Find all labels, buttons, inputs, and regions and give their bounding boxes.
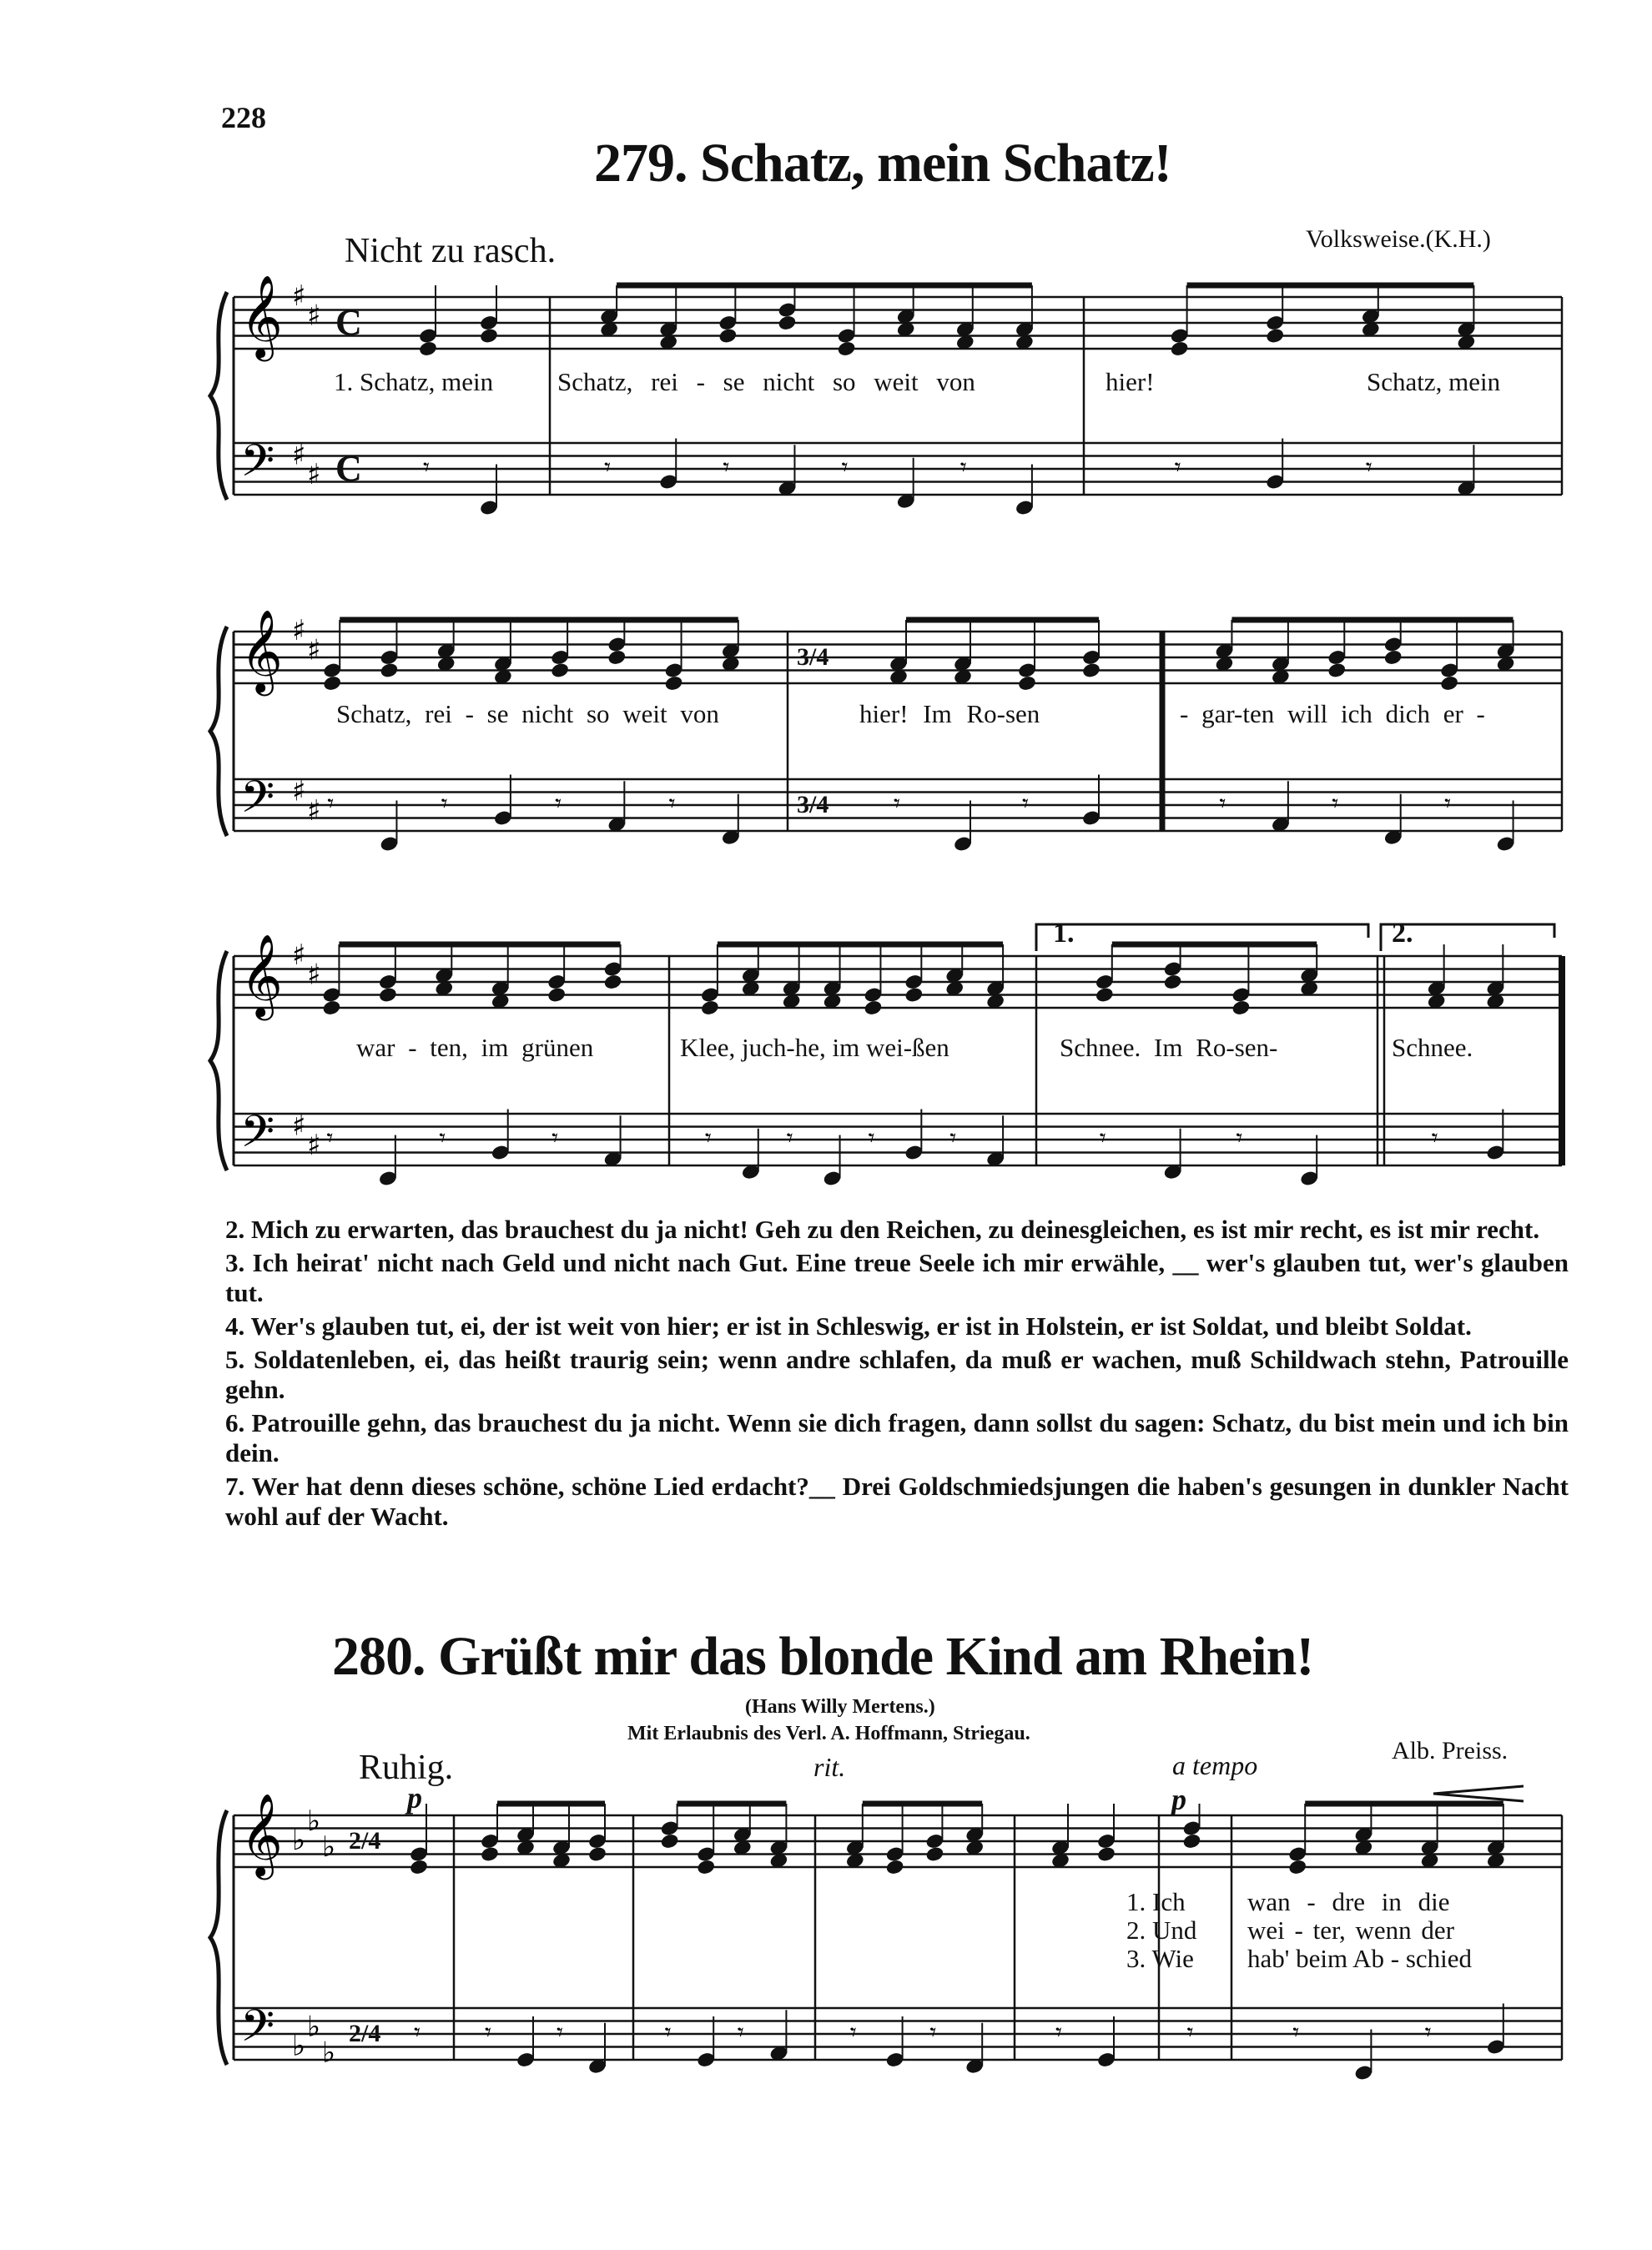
time-signature-common: C bbox=[335, 448, 362, 489]
rest-icon: 𝄾 bbox=[1055, 2017, 1062, 2047]
note-head bbox=[1170, 340, 1190, 358]
lyric: Klee, juch-he, im wei-ßen bbox=[680, 1033, 949, 1062]
brace bbox=[210, 292, 227, 500]
song-title-280: 280. Grüßt mir das blonde Kind am Rhein! bbox=[332, 1626, 1314, 1687]
lyric: hier! Im Ro-sen bbox=[859, 699, 1040, 728]
rest-icon: 𝄾 bbox=[485, 2017, 491, 2047]
lyric-verse-2: 2. Und bbox=[1126, 1915, 1197, 1945]
note-head bbox=[607, 649, 627, 667]
sharp-icon: ♯ bbox=[292, 438, 306, 472]
rest-icon: 𝄾 bbox=[1174, 452, 1181, 482]
rest-icon: 𝄾 bbox=[841, 452, 849, 482]
rest-icon: 𝄾 bbox=[414, 2017, 421, 2047]
sharp-icon: ♯ bbox=[292, 614, 306, 647]
bass-clef-icon: 𝄢 bbox=[240, 1106, 275, 1169]
rest-icon: 𝄾 bbox=[1332, 788, 1339, 818]
brace bbox=[210, 627, 227, 836]
note-head bbox=[863, 999, 883, 1017]
rest-icon: 𝄾 bbox=[668, 788, 676, 818]
flat-icon: ♭ bbox=[307, 1804, 321, 1838]
sharp-icon: ♯ bbox=[307, 633, 321, 667]
verse-4: 4. Wer's glauben tut, ei, der ist weit von hier; er ist in Schleswig, er ist in Holstein, er ist Soldat, und bleibt Soldat. bbox=[225, 1311, 1472, 1341]
flat-icon: ♭ bbox=[322, 1830, 336, 1864]
sharp-icon: ♯ bbox=[307, 958, 321, 992]
rest-icon: 𝄾 bbox=[1444, 788, 1452, 818]
note-head bbox=[1096, 1845, 1116, 1863]
verse-6: 6. Patrouille gehn, das brauchest du ja nicht. Wenn sie dich fragen, dann sollst du sagen: Schatz, du bist mein und ich bin dein. bbox=[225, 1408, 1569, 1467]
bass-clef-icon: 𝄢 bbox=[240, 2001, 275, 2063]
verse-2: 2. Mich zu erwarten, das brauchest du ja nicht! Geh zu den Reichen, zu deinesgleichen, es ist mir recht, es ist mir recht. bbox=[225, 1215, 1540, 1244]
song-title-279: 279. Schatz, mein Schatz! bbox=[594, 133, 1171, 194]
note-head bbox=[1265, 327, 1285, 345]
lyric-verse-1: wan - dre in die bbox=[1247, 1887, 1450, 1916]
rest-icon: 𝄾 bbox=[1186, 2017, 1194, 2047]
note-head bbox=[587, 1845, 607, 1863]
time-signature-2-4: 2/4 bbox=[349, 1827, 381, 1855]
permission-note: Mit Erlaubnis des Verl. A. Hoffmann, Striegau. bbox=[627, 1723, 1030, 1744]
sharp-icon: ♯ bbox=[307, 299, 321, 333]
note-head bbox=[1095, 986, 1115, 1004]
note-head bbox=[321, 999, 341, 1017]
rest-icon: 𝄾 bbox=[704, 1123, 712, 1153]
rest-icon: 𝄾 bbox=[439, 1123, 446, 1153]
rest-icon: 𝄾 bbox=[1292, 2017, 1300, 2047]
note-head bbox=[904, 986, 924, 1004]
rest-icon: 𝄾 bbox=[664, 2017, 672, 2047]
time-signature-2-4: 2/4 bbox=[349, 2020, 381, 2047]
note-head bbox=[1081, 662, 1101, 679]
lyric-verse-2: wei - ter, wenn der bbox=[1247, 1915, 1455, 1945]
note-head bbox=[379, 662, 399, 679]
rest-icon: 𝄾 bbox=[959, 452, 967, 482]
bass-clef-icon: 𝄢 bbox=[240, 435, 275, 498]
lyric: hier! bbox=[1106, 367, 1155, 396]
note-head bbox=[409, 1859, 429, 1876]
note-head bbox=[718, 327, 738, 345]
crescendo-hairpin bbox=[1433, 1786, 1524, 1801]
sharp-icon: ♯ bbox=[292, 939, 306, 972]
sharp-icon: ♯ bbox=[307, 793, 321, 828]
note-head bbox=[1439, 675, 1459, 692]
time-signature-3-4: 3/4 bbox=[797, 791, 829, 818]
rest-icon: 𝄾 bbox=[326, 1123, 334, 1153]
rest-icon: 𝄾 bbox=[327, 788, 335, 818]
rest-icon: 𝄾 bbox=[737, 2017, 744, 2047]
lyric-verse-3: hab' beim Ab - schied bbox=[1247, 1944, 1473, 1973]
lyric: Schnee. Im Ro-sen- bbox=[1060, 1033, 1278, 1062]
brace bbox=[210, 951, 227, 1170]
note-head bbox=[378, 986, 398, 1004]
lyric: Schatz, mein bbox=[1367, 367, 1501, 396]
verse-5: 5. Soldatenleben, ei, das heißt traurig sein; wenn andre schlafen, da muß er wachen, muß Schildwach stehn, Patrouille gehn. bbox=[225, 1345, 1569, 1404]
note-head bbox=[479, 327, 499, 345]
flat-icon: ♭ bbox=[292, 1824, 306, 1857]
rest-icon: 𝄾 bbox=[441, 788, 448, 818]
treble-clef-icon: 𝄞 bbox=[240, 609, 283, 693]
tempo-marking: Ruhig. bbox=[359, 1749, 454, 1787]
note-head bbox=[1017, 675, 1037, 692]
note-head bbox=[1182, 1833, 1202, 1850]
rest-icon: 𝄾 bbox=[849, 2017, 857, 2047]
rest-icon: 𝄾 bbox=[1022, 788, 1029, 818]
dynamic-piano: p bbox=[1171, 1783, 1186, 1816]
page-number: 228 bbox=[221, 101, 266, 134]
rest-icon: 𝄾 bbox=[1431, 1123, 1438, 1153]
composer-credit: Volksweise.(K.H.) bbox=[1306, 225, 1491, 253]
dynamic-piano: p bbox=[407, 1781, 422, 1815]
lyricist-credit: (Hans Willy Mertens.) bbox=[745, 1696, 935, 1718]
sharp-icon: ♯ bbox=[292, 1109, 306, 1143]
note-head bbox=[664, 675, 684, 692]
note-head bbox=[837, 340, 857, 358]
note-head bbox=[660, 1833, 680, 1850]
rest-icon: 𝄾 bbox=[723, 452, 730, 482]
note-head bbox=[550, 662, 570, 679]
lyric: war - ten, im grünen bbox=[356, 1033, 594, 1062]
rest-icon: 𝄾 bbox=[423, 452, 430, 482]
rest-icon: 𝄾 bbox=[868, 1123, 875, 1153]
treble-clef-icon: 𝄞 bbox=[240, 274, 283, 359]
note-head bbox=[418, 340, 438, 358]
time-signature-common: C bbox=[335, 302, 362, 343]
volta-1-label: 1. bbox=[1053, 918, 1075, 949]
additional-verses bbox=[225, 1215, 1569, 1535]
note-head bbox=[924, 1845, 944, 1863]
rest-icon: 𝄾 bbox=[557, 2017, 563, 2047]
note-head bbox=[1383, 649, 1403, 667]
sharp-icon: ♯ bbox=[292, 279, 306, 313]
treble-clef-icon: 𝄞 bbox=[240, 1793, 283, 1877]
note-head bbox=[480, 1845, 500, 1863]
rest-icon: 𝄾 bbox=[1099, 1123, 1106, 1153]
treble-clef-icon: 𝄞 bbox=[240, 934, 283, 1018]
volta-2-label: 2. bbox=[1392, 918, 1413, 949]
lyric: Schnee. bbox=[1392, 1033, 1473, 1062]
note-head bbox=[777, 315, 797, 332]
verse-3: 3. Ich heirat' nicht nach Geld und nicht nach Gut. Eine treue Seele ich mir erwähle, __ wer's glauben tut, wer's glauben tut. bbox=[225, 1248, 1569, 1307]
rest-icon: 𝄾 bbox=[949, 1123, 957, 1153]
note-head bbox=[700, 999, 720, 1017]
note-head bbox=[1327, 662, 1347, 679]
ritardando-marking: rit. bbox=[813, 1752, 846, 1782]
rest-icon: 𝄾 bbox=[1219, 788, 1226, 818]
rest-icon: 𝄾 bbox=[1365, 452, 1372, 482]
lyric: Schatz, rei - se nicht so weit von bbox=[557, 367, 975, 396]
lyric: - gar-ten will ich dich er - bbox=[1180, 699, 1485, 728]
time-signature-3-4: 3/4 bbox=[797, 643, 829, 671]
note-head bbox=[322, 675, 342, 692]
note-head bbox=[1163, 974, 1183, 991]
lyric-verse-1: 1. Ich bbox=[1126, 1887, 1186, 1916]
rest-icon: 𝄾 bbox=[929, 2017, 937, 2047]
rest-icon: 𝄾 bbox=[894, 788, 900, 818]
note-head bbox=[885, 1859, 905, 1876]
composer-credit: Alb. Preiss. bbox=[1392, 1737, 1508, 1764]
sharp-icon: ♯ bbox=[307, 457, 321, 491]
flat-icon: ♭ bbox=[322, 2036, 336, 2070]
rest-icon: 𝄾 bbox=[786, 1123, 793, 1153]
lyric: Schatz, rei - se nicht so weit von bbox=[336, 699, 719, 728]
rest-icon: 𝄾 bbox=[555, 788, 562, 818]
note-head bbox=[1287, 1859, 1307, 1876]
verse-7: 7. Wer hat denn dieses schöne, schöne Lied erdacht?__ Drei Goldschmiedsjungen die haben's gesungen in dunkler Nacht wohl auf der Wacht. bbox=[225, 1472, 1569, 1531]
a-tempo-marking: a tempo bbox=[1172, 1750, 1258, 1780]
tempo-marking: Nicht zu rasch. bbox=[345, 232, 557, 270]
sharp-icon: ♯ bbox=[307, 1128, 321, 1162]
rest-icon: 𝄾 bbox=[1236, 1123, 1243, 1153]
note-head bbox=[696, 1859, 716, 1876]
note-head bbox=[603, 974, 623, 991]
lyric: 1. Schatz, mein bbox=[334, 367, 494, 396]
flat-icon: ♭ bbox=[292, 2029, 306, 2063]
note-head bbox=[546, 986, 567, 1004]
note-head bbox=[1231, 999, 1251, 1017]
rest-icon: 𝄾 bbox=[604, 452, 612, 482]
rest-icon: 𝄾 bbox=[552, 1123, 559, 1153]
flat-icon: ♭ bbox=[307, 2010, 321, 2044]
brace bbox=[210, 1810, 227, 2065]
bass-clef-icon: 𝄢 bbox=[240, 772, 275, 834]
lyric-verse-3: 3. Wie bbox=[1126, 1944, 1194, 1973]
rest-icon: 𝄾 bbox=[1424, 2017, 1432, 2047]
sharp-icon: ♯ bbox=[292, 774, 306, 808]
